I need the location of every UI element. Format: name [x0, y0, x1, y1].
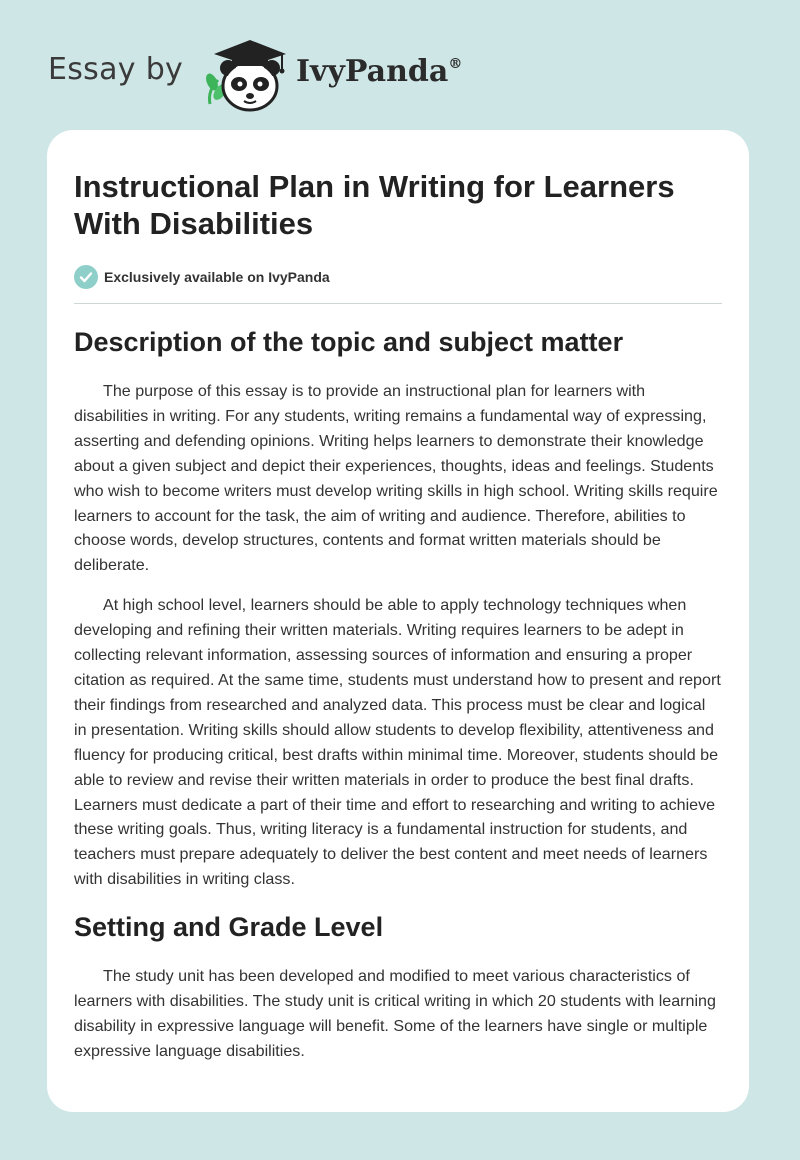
site-header [0, 0, 800, 130]
essay-body [74, 322, 722, 1079]
brand-name[interactable] [296, 54, 462, 89]
trademark-symbol: ® [448, 56, 463, 72]
paragraph: At high school level, learners should be able to apply technology techniques when developing and refining their written materials. Writing requires learners to be adept in collecting relevant information, assessing sources of information and ensuring a proper citation as required. At the same time, students must understand how to present and report their findings from researched and analyzed data. This process must be clear and logical in presentation. Writing skills should allow students to develop flexibility, attentiveness and fluency for producing critical, best drafts within minimal time. Moreover, students should be able to review and revise their written materials in order to produce the best final drafts. Learners must dedicate a part of their time and effort to researching and writing to achieve these writing goals. Thus, writing literacy is a fundamental instruction for students, and teachers must prepare adequately to deliver the best content and meet needs of learners with disabilities in writing class. [74, 596, 721, 889]
essay-card [47, 130, 749, 1112]
check-circle-icon [74, 265, 98, 289]
divider [74, 303, 722, 304]
paragraph: The purpose of this essay is to provide an instructional plan for learners with disabilities in writing. For any students, writing remains a fundamental way of expressing, asserting and defending opinions. Writing helps learners to demonstrate their knowledge about a given subject and depict their experiences, thoughts, ideas and feelings. Students who wish to become writers must develop writing skills in high school. Writing skills require learners to account for the task, the aim of writing and audience. Therefore, abilities to choose words, develop structures, contents and format written materials should be deliberate. [74, 382, 718, 575]
section-heading: Setting and Grade Level [74, 912, 384, 943]
paragraph: The study unit has been developed and modified to meet various characteristics of learners with disabilities. The study unit is critical writing in which 20 students with learning disability in expressive language will benefit. Some of the learners have single or multiple expressive language disabilities. [74, 967, 716, 1060]
section-heading: Description of the topic and subject matter [74, 327, 624, 357]
essay-by-label: Essay by [48, 52, 184, 87]
page-title: Instructional Plan in Writing for Learners With Disabilities [74, 169, 675, 241]
exclusive-badge [74, 265, 330, 289]
panda-logo-icon[interactable] [200, 34, 292, 114]
brand-name-text: IvyPanda [296, 54, 449, 89]
badge-label: Exclusively available on IvyPanda [104, 269, 330, 285]
